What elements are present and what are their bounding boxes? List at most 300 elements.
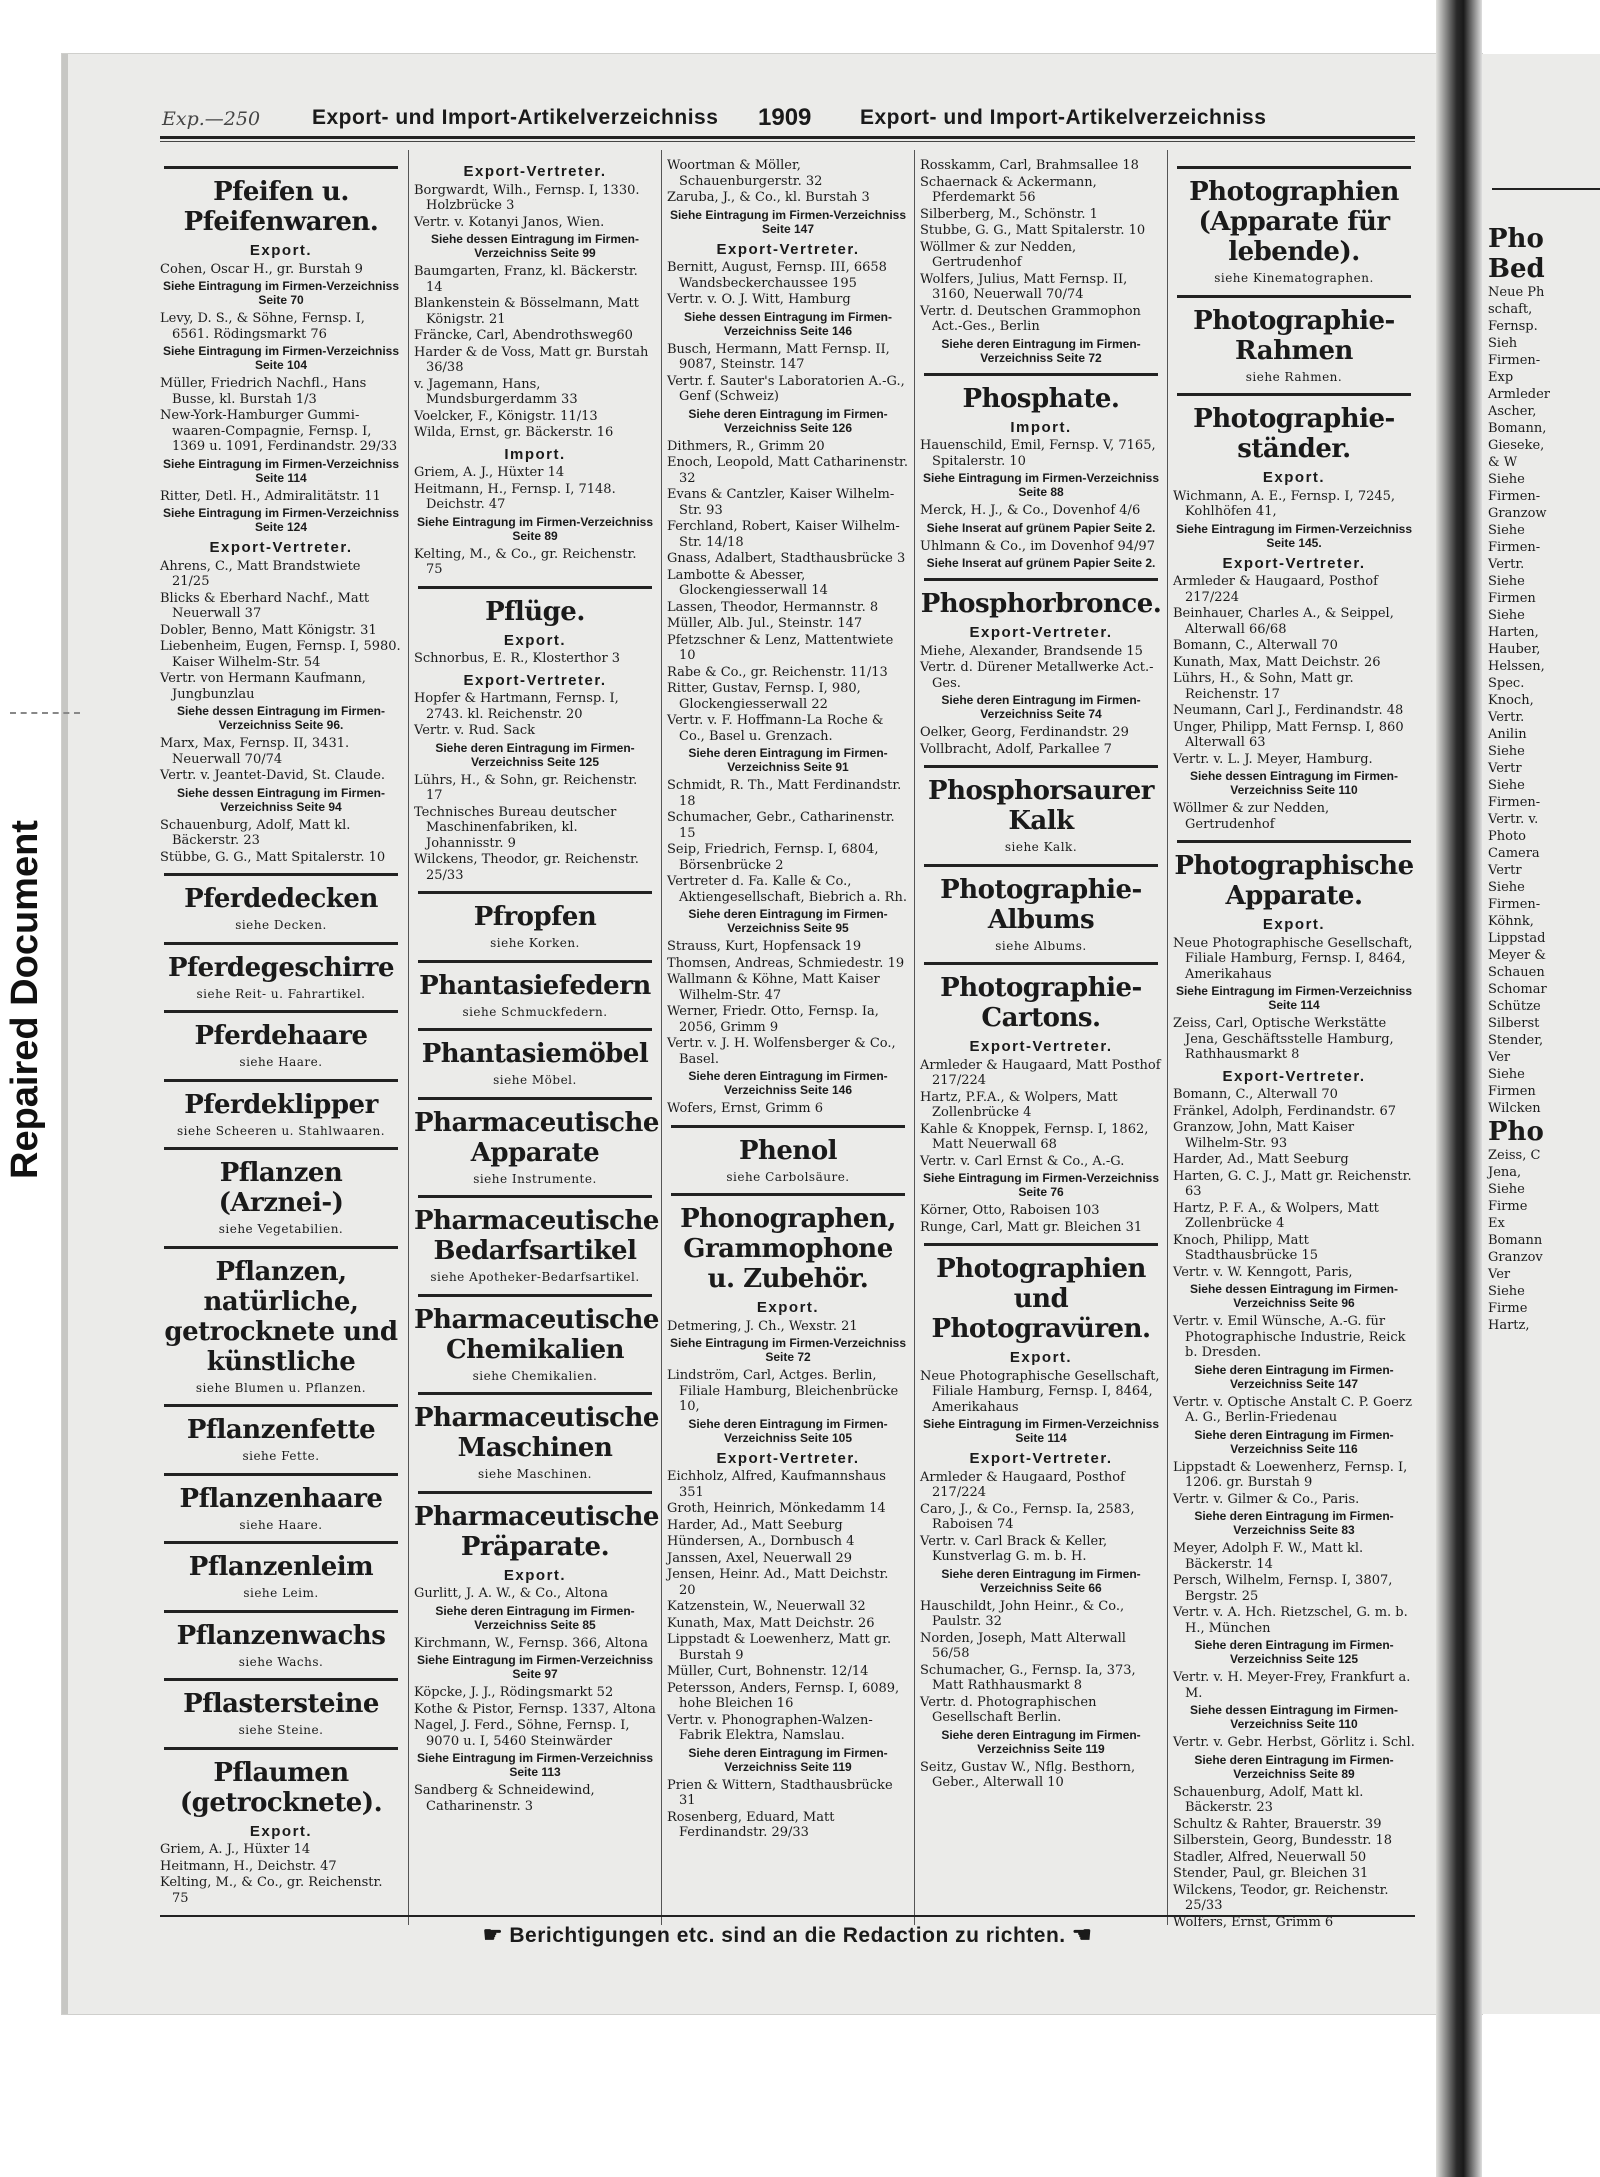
firm-entry: Silberberg, M., Schönstr. 1 [920,206,1098,222]
category-rule [924,1243,1158,1246]
column-1 [160,158,402,1918]
firm-entry: Ritter, Gustav, Fernsp. I, 980, Glockengiesserwall 22 [667,681,861,712]
next-page-line: Vertr. [1488,710,1525,725]
category-rule [164,1404,398,1407]
next-page-line: Köhnk, [1488,914,1534,929]
firm-entry: Vertr. v. O. J. Witt, Hamburg [667,292,851,307]
firm-entry: Heitmann, H., Deichstr. 47 [160,1858,337,1874]
firm-entry: Vertr. v. J. H. Wolfensberger & Co., Basel. [667,1036,896,1067]
next-page-line: Spec. [1488,676,1525,691]
category-heading: Pharmaceutische Apparate [414,1107,659,1168]
cross-reference: siehe Kinematographen. [1214,271,1374,285]
firm-entry: Vertr. v. A. Hch. Rietzschel, G. m. b. H., München [1173,1605,1408,1636]
firm-entry: Armleder & Haugaard, Posthof 217/224 [1173,574,1378,605]
category-rule [164,166,398,169]
category-heading: Pflanzenleim [188,1552,374,1582]
firm-entry: Ritter, Detl. H., Admiralitätstr. 11 [160,488,381,504]
firm-entry: Gurlitt, J. A. W., & Co., Altona [414,1586,608,1601]
firm-entry: Lippstadt & Loewenherz, Fernsp. I, 1206. gr. Burstah 9 [1173,1459,1408,1490]
firm-entry: Seip, Friedrich, Fernsp. I, 6804, Börsenbrücke 2 [667,842,879,873]
next-page-line: Stender, [1488,1033,1544,1048]
next-page-line: Gieseke, [1488,438,1545,453]
category-rule [418,1195,652,1198]
firm-entry: Dobler, Benno, Matt Königstr. 31 [160,622,377,638]
column-5 [1173,158,1415,1930]
category-heading: Phosphorbronce. [920,589,1162,619]
firm-entry: Körner, Otto, Raboisen 103 [920,1203,1100,1218]
register-note: Siehe Eintragung im Firmen-Verzeichniss Seite 114 [162,456,400,485]
firm-entry: Stender, Paul, gr. Bleichen 31 [1173,1866,1369,1881]
next-page-line: Silberst [1488,1016,1540,1031]
firm-entry: Kunath, Max, Matt Deichstr. 26 [1173,654,1381,670]
next-page-line: & W [1488,455,1518,470]
next-page-line: Ver [1488,1050,1511,1065]
firm-entry: Wolfers, Ernst, Grimm 6 [1173,1914,1334,1930]
register-note: Siehe deren Eintragung im Firmen-Verzeichniss Seite 125 [1194,1638,1394,1666]
cross-reference: siehe Instrumente. [473,1171,597,1186]
firm-entry: Dithmers, R., Grimm 20 [667,438,825,454]
firm-entry: Evans & Cantzler, Kaiser Wilhelm-Str. 93 [667,487,895,518]
next-page-line: Meyer & [1488,948,1546,963]
category-rule [924,864,1158,867]
section-heading: Export. [503,631,567,649]
category-heading: Pfropfen [473,902,597,932]
firm-entry: Persch, Wilhelm, Fernsp. I, 3807, Bergstr. 25 [1173,1573,1393,1604]
firm-entry: Vertr. v. Jeantet-David, St. Claude. [160,768,386,783]
firm-entry: Vertr. d. Dürener Metallwerke Act.-Ges. [920,660,1154,691]
register-note: Siehe deren Eintragung im Firmen-Verzeichniss Seite 116 [1194,1427,1394,1456]
firm-entry: Zaruba, J., & Co., kl. Burstah 3 [667,190,870,205]
cross-reference: siehe Maschinen. [477,1467,592,1481]
firm-entry: Wichmann, A. E., Fernsp. I, 7245, Kohlhöfen 41, [1173,488,1396,519]
firm-entry: Ferchland, Robert, Kaiser Wilhelm-Str. 14/18 [667,519,900,550]
register-note: Siehe Eintragung im Firmen-Verzeichniss Seite 114 [1175,984,1413,1012]
column-3 [667,158,909,1918]
next-page-line: Granzow [1488,506,1547,521]
firm-entry: Hopfer & Hartmann, Fernsp. I, 2743. kl. Reichenstr. 20 [414,691,619,722]
cross-reference: siehe Schmuckfedern. [462,1004,608,1019]
pointing-hand-left-icon: ☚ [1071,1922,1093,1947]
header-rule-thin [160,141,1415,142]
category-rule [418,891,652,894]
register-note: Siehe dessen Eintragung im Firmen-Verzeichniss Seite 96 [1189,1282,1399,1310]
next-page-line: Firme [1488,1199,1528,1214]
register-note: Siehe dessen Eintragung im Firmen-Verzeichniss Seite 99 [430,232,640,260]
next-page-line: Schomar [1488,982,1547,997]
next-page-line: Jena, [1488,1165,1522,1180]
firm-entry: Rabe & Co., gr. Reichenstr. 11/13 [667,664,888,680]
next-page-line: Vertr [1488,863,1522,878]
next-page-line: Sieh [1488,336,1518,351]
category-heading: Pflastersteine [183,1689,379,1719]
next-page-line: Pho [1488,224,1544,254]
cross-reference: siehe Carbolsäure. [726,1169,850,1184]
firm-entry: Schumacher, Gebr., Catharinenstr. 15 [667,810,895,841]
firm-entry: Vertr. v. W. Kenngott, Paris, [1173,1264,1353,1280]
next-page-line: Camera [1488,846,1540,861]
firm-entry: Unger, Philipp, Matt Fernsp. I, 860 Alterwall 63 [1173,719,1404,750]
cross-reference: siehe Leim. [243,1586,319,1600]
firm-entry: Meyer, Adolph F. W., Matt kl. Bäckerstr. 14 [1173,1541,1364,1572]
firm-entry: Hündersen, A., Dornbusch 4 [667,1534,855,1549]
category-rule [164,1747,398,1750]
section-heading: Export-Vertreter. [463,163,607,180]
firm-entry: Blicks & Eberhard Nachf., Matt Neuerwall 37 [160,590,370,621]
category-rule [164,1010,398,1013]
register-note: Siehe Eintragung im Firmen-Verzeichniss Seite 88 [922,471,1160,499]
firm-entry: Vertr. v. H. Meyer-Frey, Frankfurt a. M. [1173,1670,1411,1701]
next-page-line: Exp [1488,370,1514,385]
category-heading: Pferdehaare [194,1021,368,1051]
firm-entry: Kahle & Knoppek, Fernsp. I, 1862, Matt Neuerwall 68 [920,1121,1149,1152]
next-page-line: Firme [1488,1301,1528,1316]
column-4 [920,158,1162,1918]
firm-entry: Zeiss, Carl, Optische Werkstätte Jena, Geschäftsstelle Hamburg, Rathhausmarkt 8 [1173,1016,1394,1062]
register-note: Siehe deren Eintragung im Firmen-Verzeichniss Seite 89 [1194,1752,1394,1781]
category-rule [1177,840,1411,843]
category-rule [924,765,1158,768]
next-page-line: Siehe [1488,744,1525,759]
section-heading: Export-Vertreter. [463,671,607,689]
next-page-line: Siehe [1488,574,1525,589]
firm-entry: Vertr. d. Photographischen Gesellschaft Berlin. [920,1694,1097,1725]
register-note: Siehe deren Eintragung im Firmen-Verzeichniss Seite 72 [941,336,1141,365]
firm-entry: Neue Photographische Gesellschaft, Filiale Hamburg, Fernsp. I, 8464, Amerikahaus [920,1368,1160,1415]
firm-entry: Wilda, Ernst, gr. Bäckerstr. 16 [414,425,614,440]
section-heading: Export. [249,242,313,259]
category-heading: Phosphate. [962,383,1120,414]
register-note: Siehe Inserat auf grünem Papier Seite 2. [926,556,1156,570]
cross-reference: siehe Albums. [995,938,1087,953]
cross-reference: siehe Apotheker-Bedarfsartikel. [430,1270,640,1284]
category-rule [418,960,652,963]
category-rule [671,1193,905,1196]
next-page-header-rule [1492,188,1600,190]
register-note: Siehe Eintragung im Firmen-Verzeichniss Seite 70 [162,279,400,307]
firm-entry: Runge, Carl, Matt gr. Bleichen 31 [920,1219,1143,1235]
register-note: Siehe deren Eintragung im Firmen-Verzeichniss Seite 119 [941,1727,1141,1756]
next-page-fragment [1482,54,1600,2014]
register-note: Siehe deren Eintragung im Firmen-Verzeichniss Seite 119 [688,1745,888,1774]
cross-reference: siehe Chemikalien. [472,1368,598,1383]
register-note: Siehe dessen Eintragung im Firmen-Verzeichniss Seite 110 [1189,769,1399,797]
section-heading: Export. [756,1299,820,1316]
firm-entry: Vertreter d. Fa. Kalle & Co., Aktiengesellschaft, Biebrich a. Rh. [667,874,907,905]
firm-entry: Merck, H. J., & Co., Dovenhof 4/6 [920,503,1141,518]
firm-entry: Janssen, Axel, Neuerwall 29 [667,1550,853,1566]
next-page-line: Siehe [1488,608,1525,623]
next-page-line: Bomann [1488,1233,1543,1248]
next-page-line: Anilin [1488,727,1527,742]
next-page-line: Firmen [1488,1084,1536,1099]
firm-entry: Neue Photographische Gesellschaft, Filiale Hamburg, Fernsp. I, 8464, Amerikahaus [1173,935,1413,982]
next-page-line: Armleder [1488,387,1551,402]
category-rule [1177,166,1411,169]
next-page-line: Granzov [1488,1250,1543,1265]
next-page-line: Hauber, [1488,642,1541,657]
firm-entry: Baumgarten, Franz, kl. Bäckerstr. 14 [414,264,638,295]
category-heading: Pflanzenwachs [176,1620,386,1651]
category-heading: Phosphorsaurer Kalk [928,776,1154,836]
register-note: Siehe Eintragung im Firmen-Verzeichniss Seite 114 [922,1417,1160,1445]
firm-entry: Schnorbus, E. R., Klosterthor 3 [414,651,621,666]
category-heading: Pflanzen, natürliche, getrocknete und künstliche [164,1256,398,1377]
register-note: Siehe deren Eintragung im Firmen-Verzeichniss Seite 125 [435,740,635,769]
register-note: Siehe deren Eintragung im Firmen-Verzeichniss Seite 91 [688,746,888,774]
category-heading: Pharmaceutische Präparate. [414,1501,659,1562]
register-note: Siehe dessen Eintragung im Firmen-Verzeichniss Seite 94 [176,785,386,814]
next-page-line: Vertr. v. [1488,812,1539,827]
category-rule [164,1079,398,1082]
category-rule [1177,393,1411,396]
page-footer [160,1922,1415,1948]
firm-entry: Groth, Heinrich, Mönkedamm 14 [667,1501,886,1516]
register-note: Siehe deren Eintragung im Firmen-Verzeichniss Seite 74 [941,693,1141,721]
firm-entry: Wallmann & Köhne, Matt Kaiser Wilhelm-Str. 47 [667,972,880,1003]
firm-entry: Kunath, Max, Matt Deichstr. 26 [667,1615,875,1631]
firm-entry: Fränkel, Adolph, Ferdinandstr. 67 [1173,1103,1397,1119]
firm-entry: Armleder & Haugaard, Matt Posthof 217/224 [920,1057,1161,1088]
category-rule [1177,295,1411,298]
next-page-line: Siehe [1488,1182,1525,1197]
firm-entry: Eichholz, Alfred, Kaufmannshaus 351 [667,1469,886,1500]
firm-entry: Schaernack & Ackermann, Pferdemarkt 56 [920,174,1097,205]
firm-entry: Vertr. v. Carl Brack & Keller, Kunstverlag G. m. b. H. [920,1533,1108,1564]
category-heading: Phantasiemöbel [421,1039,649,1069]
column-divider [408,150,409,1925]
section-heading: Export-Vertreter. [1222,554,1366,572]
next-page-line: Bomann, [1488,421,1547,436]
firm-entry: Gnass, Adalbert, Stadthausbrücke 3 [667,551,906,566]
register-note: Siehe deren Eintragung im Firmen-Verzeichniss Seite 147 [1194,1362,1394,1391]
category-heading: Pflanzen (Arznei-) [218,1158,344,1218]
cross-reference: siehe Möbel. [493,1073,577,1087]
next-page-line: Siehe [1488,1067,1525,1082]
firm-entry: Jensen, Heinr. Ad., Matt Deichstr. 20 [667,1567,889,1598]
firm-entry: Müller, Alb. Jul., Steinstr. 147 [667,616,863,631]
firm-entry: Harder, Ad., Matt Seeburg [1173,1152,1349,1167]
next-page-line: Siehe [1488,880,1525,895]
firm-entry: Sandberg & Schneidewind, Catharinenstr. 3 [414,1783,595,1814]
firm-entry: Vertr. von Hermann Kaufmann, Jungbunzlau [160,671,366,702]
firm-entry: Vertr. v. F. Hoffmann-La Roche & Co., Basel u. Grenzach. [667,713,884,744]
firm-entry: Lippstadt & Loewenherz, Matt gr. Burstah 9 [667,1632,892,1663]
category-rule [671,1125,905,1128]
firm-entry: Liebenheim, Eugen, Fernsp. I, 5980. Kaiser Wilhelm-Str. 54 [160,639,401,670]
firm-entry: Borgwardt, Wilh., Fernsp. I, 1330. Holzbrücke 3 [414,182,640,213]
next-page-line: Photo [1488,829,1526,844]
category-rule [164,1610,398,1613]
firm-entry: Hartz, P. F. A., & Wolpers, Matt Zollenbrücke 4 [1173,1200,1379,1231]
firm-entry: Harten, G. C. J., Matt gr. Reichenstr. 63 [1173,1168,1412,1199]
category-heading: Photographie-Rahmen [1193,305,1395,366]
next-page-line: Zeiss, C [1488,1148,1541,1163]
category-rule [418,1097,652,1100]
next-page-line: Schütze [1488,999,1541,1014]
next-page-line: Neue Ph [1488,285,1545,300]
section-heading: Export. [1262,469,1326,486]
firm-entry: Stadler, Alfred, Neuerwall 50 [1173,1849,1367,1865]
firm-entry: Caro, J., & Co., Fernsp. Ia, 2583, Raboisen 74 [920,1501,1135,1532]
category-rule [418,1491,652,1494]
next-page-line: Siehe [1488,523,1525,538]
firm-entry: Hartz, P.F.A., & Wolpers, Matt Zollenbrücke 4 [920,1089,1118,1120]
firm-entry: Seitz, Gustav W., Nflg. Besthorn, Geber., Alterwall 10 [920,1759,1136,1790]
next-page-line: Siehe [1488,1284,1525,1299]
next-page-lines [1488,224,1598,1334]
cross-reference: siehe Fette. [242,1449,320,1463]
column-divider [1167,150,1168,1925]
page-number: Exp.—250 [162,108,261,130]
next-page-line: Wilcken [1488,1101,1541,1116]
column-divider [661,150,662,1925]
firm-entry: Kelting, M., & Co., gr. Reichenstr. 75 [414,546,637,577]
repaired-document-stamp: Repaired Document [4,820,46,1180]
register-note: Siehe deren Eintragung im Firmen-Verzeichniss Seite 83 [1194,1509,1394,1537]
next-page-line: Ver [1488,1267,1511,1282]
header-title-right: Export- und Import-Artikelverzeichniss [860,106,1267,129]
firm-entry: Griem, A. J., Hüxter 14 [160,1842,311,1857]
cross-reference: siehe Decken. [235,918,327,932]
category-heading: Pfeifen u. Pfeifenwaren. [183,177,379,237]
category-rule [164,1541,398,1544]
section-heading: Export. [249,1822,313,1840]
firm-entry: Vertr. v. Carl Ernst & Co., A.-G. [920,1153,1125,1169]
next-page-line: Fernsp. [1488,319,1538,334]
firm-entry: Bomann, C., Alterwall 70 [1173,1087,1338,1102]
firm-entry: New-York-Hamburger Gummi-waaren-Compagnie, Fernsp. I, 1369 u. 1091, Ferdinandstr. 29/33 [160,408,398,454]
next-page-line: Firmen- [1488,897,1541,912]
register-note: Siehe dessen Eintragung im Firmen-Verzeichniss Seite 146 [683,309,893,338]
cross-reference: siehe Reit- u. Fahrartikel. [196,986,366,1001]
firm-entry: Nagel, J. Ferd., Söhne, Fernsp. I, 9070 u. I, 5460 Steinwärder [414,1718,630,1749]
firm-entry: Levy, D. S., & Söhne, Fernsp. I, 6561. Rödingsmarkt 76 [160,311,365,342]
firm-entry: Vertr. v. L. J. Meyer, Hamburg. [1173,751,1373,767]
firm-entry: Stübbe, G. G., Matt Spitalerstr. 10 [160,849,386,865]
firm-entry: Strauss, Kurt, Hopfensack 19 [667,939,862,954]
footer-rule [160,1915,1415,1917]
cross-reference: siehe Scheeren u. Stahlwaaren. [176,1123,386,1138]
firm-entry: Vertr. d. Deutschen Grammophon Act.-Ges., Berlin [920,303,1141,334]
firm-entry: Lührs, H., & Sohn, gr. Reichenstr. 17 [414,772,638,803]
firm-entry: Rosskamm, Carl, Brahmsallee 18 [920,158,1139,173]
firm-entry: Heitmann, H., Fernsp. I, 7148. Deichstr. 47 [414,481,616,512]
register-note: Siehe Eintragung im Firmen-Verzeichniss Seite 76 [922,1171,1160,1199]
register-note: Siehe Eintragung im Firmen-Verzeichniss Seite 72 [669,1336,907,1364]
category-heading: Photographie-Albums [940,874,1142,935]
firm-entry: Busch, Hermann, Matt Fernsp. II, 9087, Steinstr. 147 [667,341,890,372]
section-heading: Export-Vertreter. [209,539,353,556]
firm-entry: Pfetzschner & Lenz, Mattentwiete 10 [667,632,894,663]
next-page-line: Ex [1488,1216,1505,1231]
register-note: Siehe Eintragung im Firmen-Verzeichniss Seite 113 [416,1751,654,1779]
category-heading: Phonographen, Grammophone u. Zubehör. [680,1204,896,1294]
register-note: Siehe dessen Eintragung im Firmen-Verzeichniss Seite 96. [176,704,386,732]
firm-entry: Armleder & Haugaard, Posthof 217/224 [920,1469,1125,1500]
register-note: Siehe Inserat auf grünem Papier Seite 2. [926,520,1156,535]
firm-entry: Detmering, J. Ch., Wexstr. 21 [667,1318,858,1334]
firm-entry: Fräncke, Carl, Abendrothsweg60 [414,328,633,343]
next-page-line: Helssen, [1488,659,1545,674]
section-heading: Export-Vertreter. [969,1038,1113,1055]
category-rule [924,578,1158,581]
category-rule [164,1473,398,1476]
column-2 [414,158,659,1918]
section-heading: Export-Vertreter. [716,240,860,258]
stamp-dash [10,712,80,714]
register-note: Siehe Eintragung im Firmen-Verzeichniss Seite 147 [669,207,907,236]
firm-entry: Vertr. v. Gilmer & Co., Paris. [1173,1491,1360,1507]
binding-edge [62,54,68,2014]
firm-entry: Silberstein, Georg, Bundesstr. 18 [1173,1833,1393,1848]
firm-entry: Lassen, Theodor, Hermannstr. 8 [667,599,879,615]
category-heading: Pharmaceutische Chemikalien [414,1304,659,1365]
header-rule [160,136,1415,139]
register-note: Siehe deren Eintragung im Firmen-Verzeichniss Seite 66 [941,1566,1141,1595]
firm-entry: Norden, Joseph, Matt Alterwall 56/58 [920,1630,1126,1661]
footer-text: Berichtigungen etc. sind an die Redaction zu richten. [509,1924,1066,1947]
pointing-hand-right-icon: ☛ [482,1922,504,1947]
firm-entry: Voelcker, F., Königstr. 11/13 [414,408,598,424]
register-note: Siehe deren Eintragung im Firmen-Verzeichniss Seite 146 [688,1069,888,1097]
firm-entry: Oelker, Georg, Ferdinandstr. 29 [920,725,1129,740]
firm-entry: Schultz & Rahter, Brauerstr. 39 [1173,1816,1382,1832]
category-heading: Pferdedecken [184,884,378,914]
firm-entry: Schauenburg, Adolf, Matt kl. Bäckerstr. 23 [160,817,351,848]
next-page-line: Pho [1488,1117,1544,1147]
firm-entry: Prien & Wittern, Stadthausbrücke 31 [667,1777,893,1808]
category-rule [164,1147,398,1150]
header-year: 1909 [758,104,812,131]
next-page-line: Vertr. [1488,557,1525,572]
firm-entry: Schauenburg, Adolf, Matt kl. Bäckerstr. 23 [1173,1784,1364,1815]
category-rule [418,1294,652,1297]
cross-reference: siehe Vegetabilien. [218,1222,344,1236]
next-page-line: Harten, [1488,625,1539,640]
cross-reference: siehe Wachs. [238,1654,324,1669]
cross-reference: siehe Haare. [239,1055,323,1069]
section-heading: Export. [503,1566,567,1584]
section-heading: Import. [1010,418,1072,436]
firm-entry: Wilckens, Theodor, gr. Reichenstr. 25/33 [414,852,639,883]
firm-entry: Schumacher, G., Fernsp. Ia, 373, Matt Rathhausmarkt 8 [920,1662,1136,1693]
page-header [100,102,1420,136]
category-heading: Pflaumen (getrocknete). [179,1757,383,1818]
firm-entry: Wolfers, Julius, Matt Fernsp. II, 3160, Neuerwall 70/74 [920,271,1128,302]
next-page-line: Siehe [1488,472,1525,487]
category-heading: Phenol [738,1135,838,1166]
firm-entry: Kirchmann, W., Fernsp. 366, Altona [414,1635,648,1651]
firm-entry: Stubbe, G. G., Matt Spitalerstr. 10 [920,223,1146,238]
firm-entry: Beinhauer, Charles A., & Seippel, Alterwall 66/68 [1173,606,1394,637]
firm-entry: Werner, Friedr. Otto, Fernsp. Ia, 2056, Grimm 9 [667,1004,879,1035]
next-page-line: Firmen [1488,591,1536,606]
firm-entry: Wöllmer & zur Nedden, Gertrudenhof [1173,801,1330,832]
next-page-line: Knoch, [1488,693,1534,708]
section-heading: Export-Vertreter. [969,1450,1113,1467]
firm-entry: Hauenschild, Emil, Fernsp. V, 7165, Spitalerstr. 10 [920,438,1156,469]
next-page-line: Firmen- [1488,353,1541,368]
next-page-line: Hartz, [1488,1318,1530,1333]
category-heading: Pharmaceutische Bedarfsartikel [414,1206,659,1266]
firm-entry: Neumann, Carl J., Ferdinandstr. 48 [1173,703,1404,718]
firm-entry: Schmidt, R. Th., Matt Ferdinandstr. 18 [667,778,902,809]
section-heading: Import. [504,445,566,463]
firm-entry: Katzenstein, W., Neuerwall 32 [667,1599,866,1614]
section-heading: Export-Vertreter. [716,1449,860,1467]
category-rule [164,873,398,876]
category-heading: Pferdegeschirre [167,952,395,983]
